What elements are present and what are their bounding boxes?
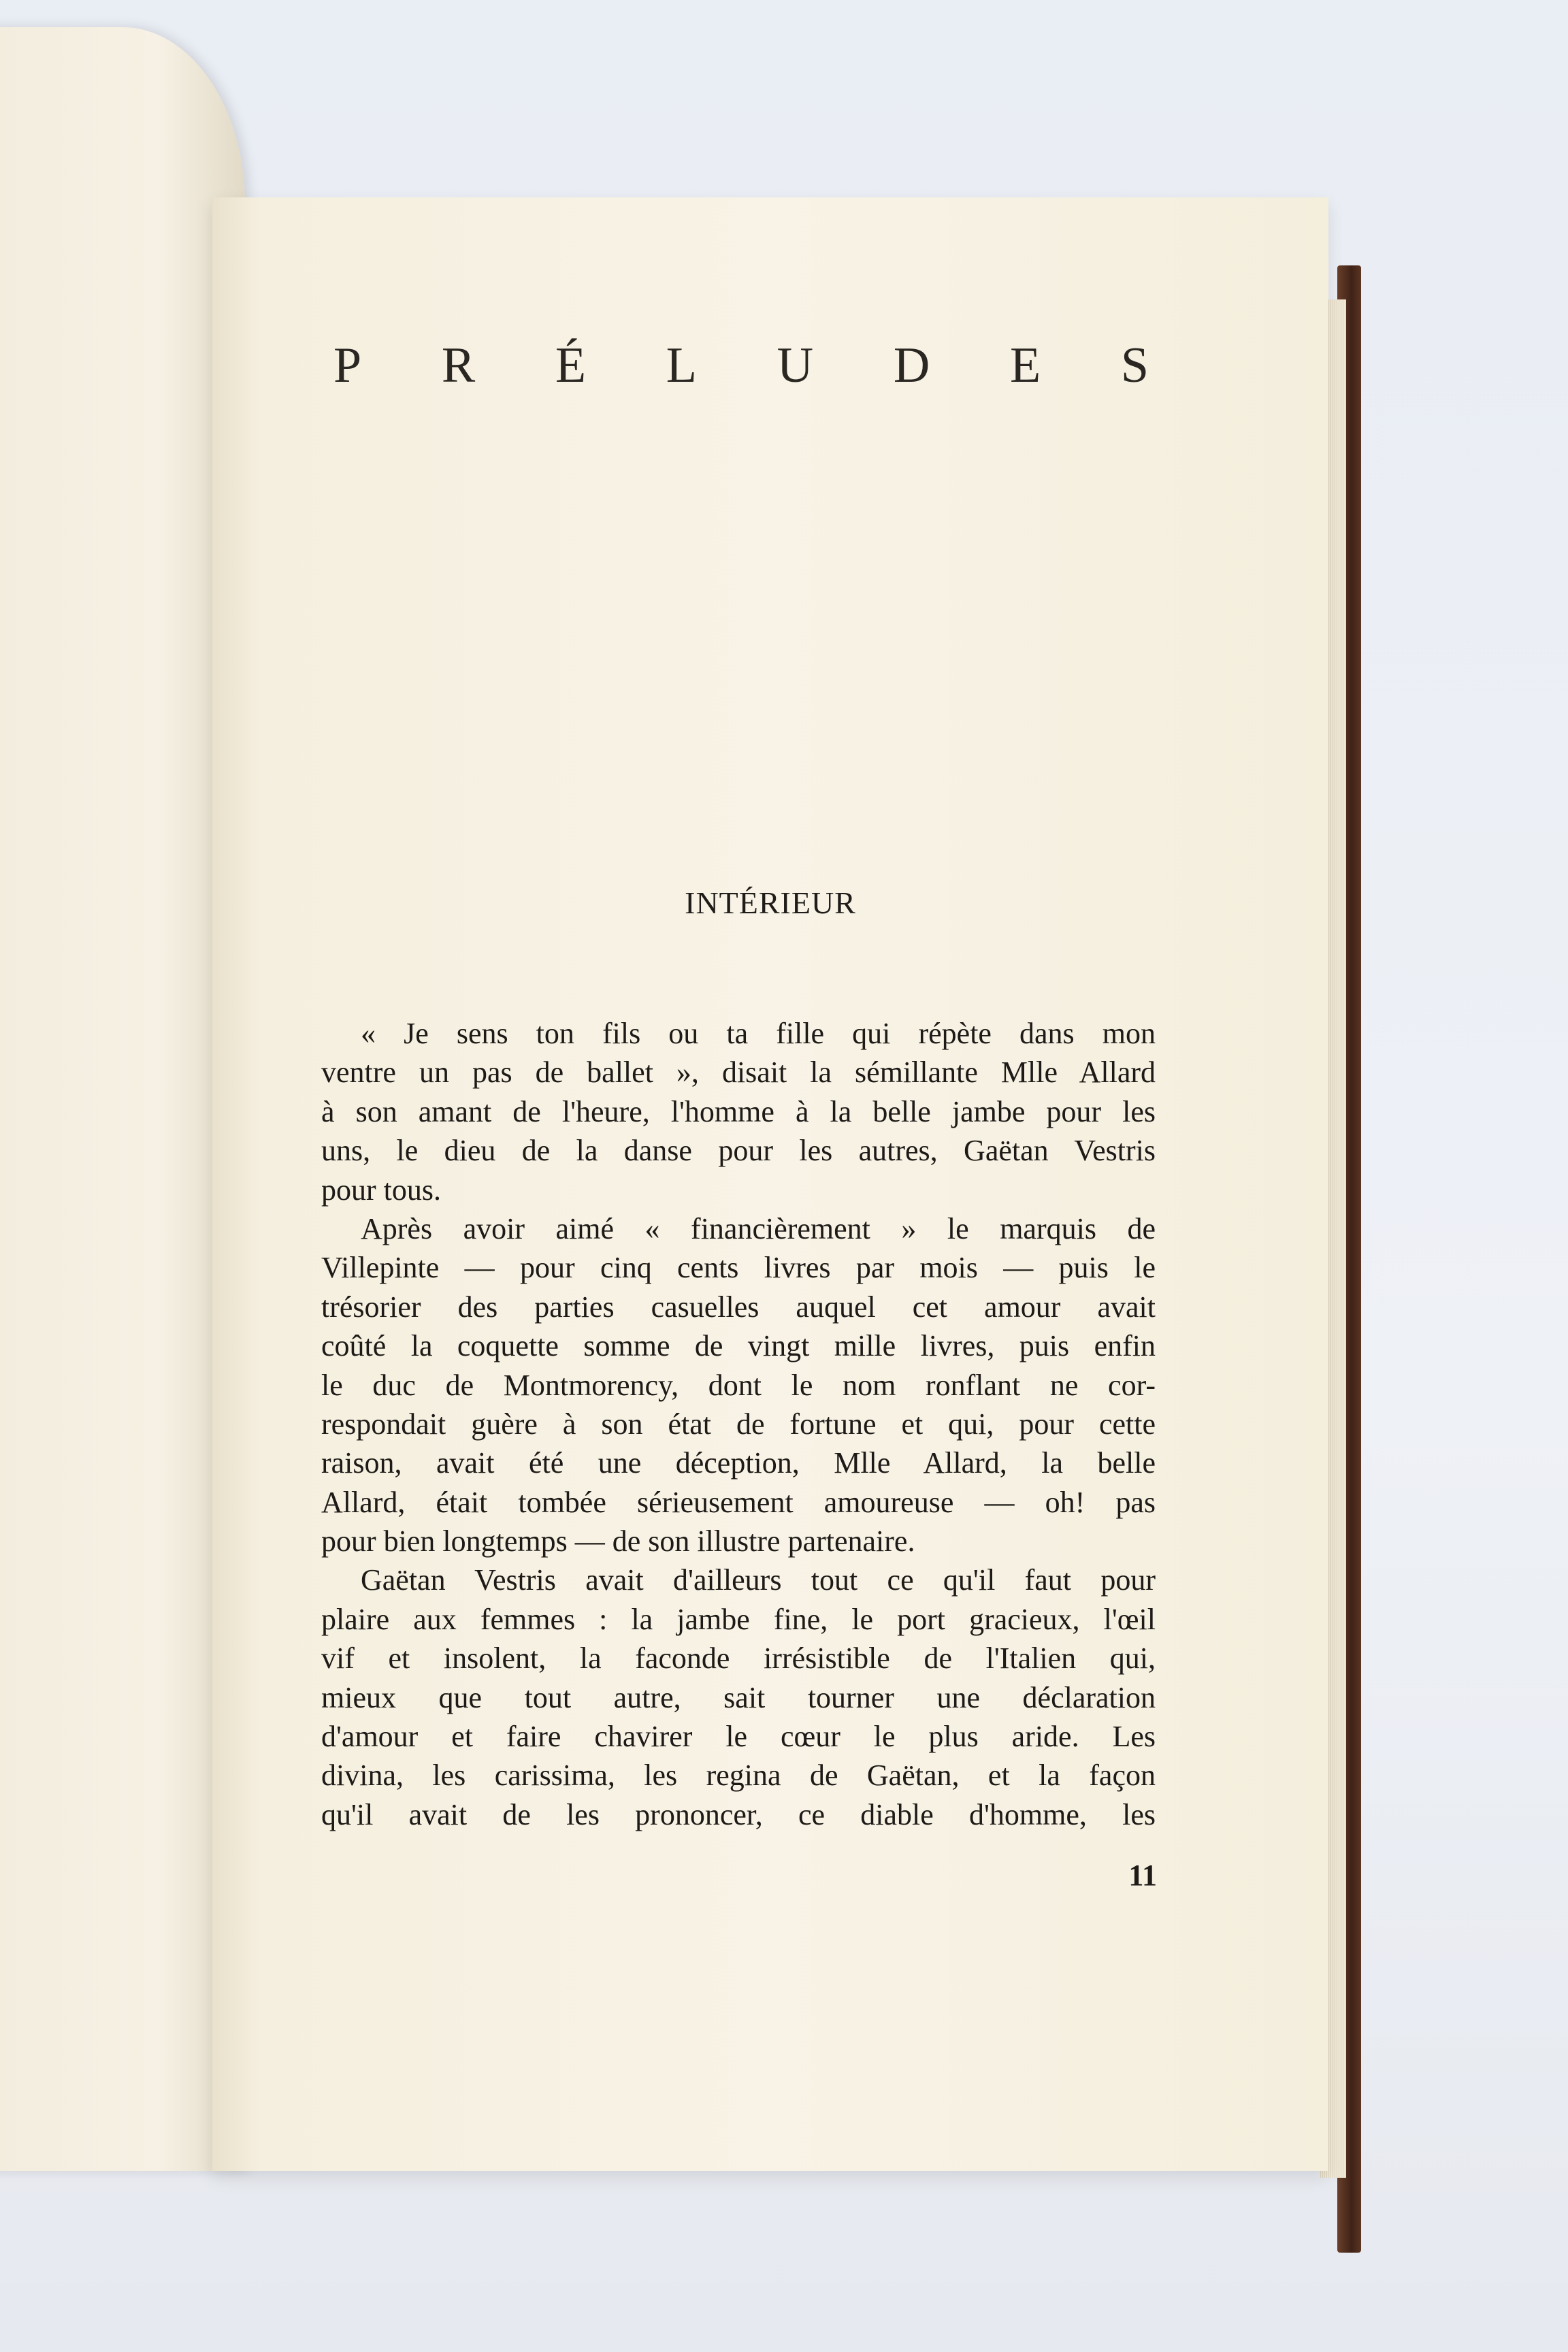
text-line: vif et insolent, la faconde irrésistible de l'Italien qui, (321, 1642, 1156, 1676)
running-head-letter: P (333, 338, 363, 393)
text-line: « Je sens ton fils ou ta fille qui répète dans mon (361, 1017, 1156, 1050)
page-number: 11 (1128, 1859, 1157, 1892)
left-page (0, 27, 245, 2171)
text-line: coûté la coquette somme de vingt mille livres, puis enfin (321, 1329, 1156, 1363)
text-line: Villepinte — pour cinq cents livres par mois — puis le (321, 1251, 1156, 1285)
text-line: uns, le dieu de la danse pour les autres, Gaëtan Vestris (321, 1134, 1156, 1168)
text-line: d'amour et faire chavirer le cœur le plus aride. Les (321, 1720, 1156, 1754)
text-line: respondait guère à son état de fortune et qui, pour cette (321, 1407, 1156, 1441)
running-head-letter: E (1009, 338, 1043, 393)
text-line: Allard, était tombée sérieusement amoureuse — oh! pas (321, 1485, 1156, 1519)
body-text (321, 1014, 1156, 1834)
running-head-letter: D (893, 338, 932, 393)
text-line: Gaëtan Vestris avait d'ailleurs tout ce qu'il faut pour (361, 1563, 1156, 1597)
chapter-title: INTÉRIEUR (685, 885, 856, 920)
running-head-letter: É (555, 338, 588, 393)
text-line: ventre un pas de ballet », disait la sémillante Mlle Allard (321, 1056, 1156, 1090)
text-line: pour bien longtemps — de son illustre partenaire. (321, 1524, 915, 1558)
text-line: pour tous. (321, 1173, 441, 1207)
text-line: à son amant de l'heure, l'homme à la belle jambe pour les (321, 1094, 1156, 1128)
running-head-letter: U (777, 338, 815, 393)
text-line: trésorier des parties casuelles auquel cet amour avait (321, 1290, 1156, 1324)
text-line: le duc de Montmorency, dont le nom ronflant ne cor- (321, 1368, 1156, 1402)
text-line: divina, les carissima, les regina de Gaëtan, et la façon (321, 1759, 1156, 1793)
text-line: mieux que tout autre, sait tourner une déclaration (321, 1680, 1156, 1714)
running-head (333, 320, 1150, 395)
text-line: Après avoir aimé « financièrement » le marquis de (361, 1211, 1156, 1245)
text-line: qu'il avait de les prononcer, ce diable d'homme, les (321, 1797, 1156, 1831)
running-head-letter: L (666, 338, 698, 393)
text-line: plaire aux femmes : la jambe fine, le port gracieux, l'œil (321, 1602, 1156, 1636)
text-line: raison, avait été une déception, Mlle Allard, la belle (321, 1446, 1156, 1480)
running-head-letter: R (441, 338, 477, 393)
running-head-letter: S (1120, 338, 1150, 393)
